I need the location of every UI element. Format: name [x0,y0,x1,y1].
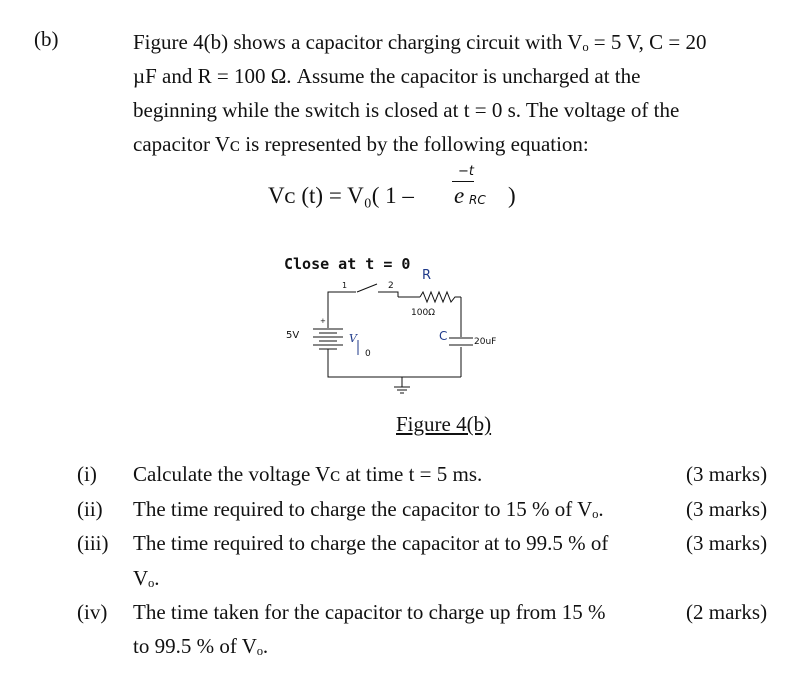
resistor-label: R [422,268,432,283]
charging-equation [268,164,516,209]
question-2-text: The time required to charge the capacitor to 15 % of Vₒ. [133,497,604,521]
problem-statement [133,25,773,161]
exponent-denominator: RC [469,193,486,207]
switch-pin-1: 1 [342,281,348,290]
question-3-text-line-2: Vₒ. [133,566,160,590]
capacitor-label: C [439,329,448,343]
switch-pin-2: 2 [388,281,394,291]
question-3-marks: (3 marks) [686,531,768,555]
question-4-text-line-1: The time taken for the capacitor to charge up from 15 % [133,600,606,624]
question-4-marks: (2 marks) [686,600,768,624]
source-value: 5V [286,330,300,341]
switch-caption: Close at t = 0 [284,255,411,273]
question-2-marks: (3 marks) [686,497,768,521]
part-label: (b) [34,27,59,51]
circuit-wires [313,284,473,393]
capacitor-value: 20uF [474,337,497,347]
equation-close-paren: ) [508,183,516,208]
source-plus: + [320,317,326,325]
statement-line-1: Figure 4(b) shows a capacitor charging circuit with Vₒ = 5 V, C = 20 [133,30,707,54]
question-4-text-line-2: to 99.5 % of Vₒ. [133,634,269,658]
equation-lhs: Vᴄ (t) = V₀( 1 – [268,183,414,208]
statement-line-2: µF and R = 100 Ω. Assume the capacitor is uncharged at the [133,64,641,88]
statement-line-3: beginning while the switch is closed at t = 0 s. The voltage of the [133,98,680,122]
question-1-number: (i) [77,462,97,486]
question-2-number: (ii) [77,497,103,521]
figure-caption: Figure 4(b) [396,412,492,436]
question-1-marks: (3 marks) [686,462,768,486]
statement-line-4: capacitor Vᴄ is represented by the following equation: [133,132,589,156]
question-3-text-line-1: The time required to charge the capacitor at to 99.5 % of [133,531,609,555]
exponent-numerator: −t [458,164,474,179]
exponent-base: e [454,183,465,208]
resistor-symbol [420,292,461,302]
probe-label: V [349,332,357,345]
circuit-diagram [270,245,520,415]
fraction-bar [452,181,474,182]
question-3-number: (iii) [77,531,109,555]
probe-node: 0 [365,349,371,359]
question-1-text: Calculate the voltage Vᴄ at time t = 5 ms. [133,462,483,486]
question-4-number: (iv) [77,600,108,624]
resistor-value: 100Ω [411,308,436,318]
